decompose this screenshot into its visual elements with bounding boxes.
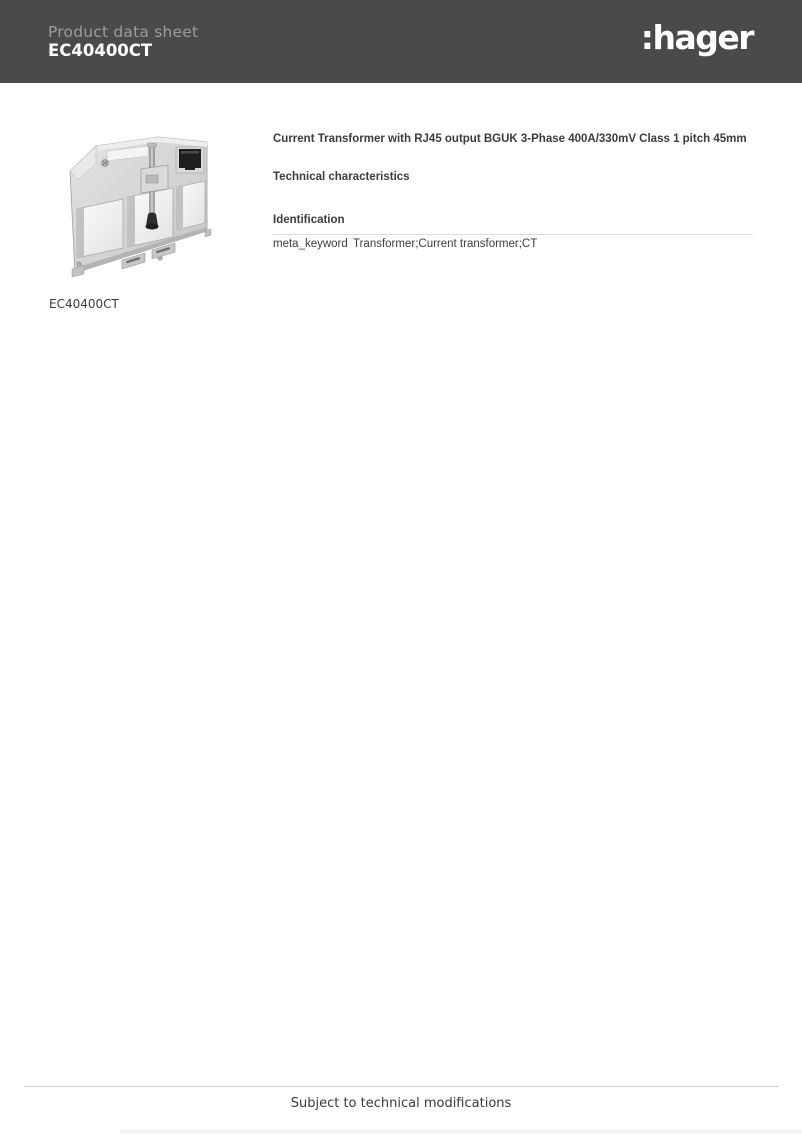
footer-divider bbox=[24, 1086, 779, 1087]
product-details bbox=[273, 131, 755, 331]
product-image-caption: EC40400CT bbox=[49, 297, 119, 311]
header-product-code: EC40400CT bbox=[48, 41, 153, 60]
rj45-port bbox=[176, 147, 204, 173]
header-titles bbox=[48, 23, 198, 60]
identification-row bbox=[273, 237, 753, 251]
doc-type-label: Product data sheet bbox=[48, 23, 199, 41]
footer-note: Subject to technical modifications bbox=[290, 1096, 512, 1111]
hager-logo: :hager bbox=[640, 18, 753, 57]
product-photo bbox=[48, 131, 218, 278]
attribute-value: Transformer;Current transformer;CT bbox=[353, 238, 538, 250]
attribute-label: meta_keyword bbox=[273, 238, 348, 250]
technical-characteristics-heading: Technical characteristics bbox=[273, 171, 410, 183]
header-bar bbox=[0, 0, 802, 83]
page-bottom-edge bbox=[120, 1129, 802, 1134]
product-title: Current Transformer with RJ45 output BGUK 3-Phase 400A/330mV Class 1 pitch 45mm bbox=[273, 133, 747, 145]
identification-heading: Identification bbox=[273, 214, 753, 235]
